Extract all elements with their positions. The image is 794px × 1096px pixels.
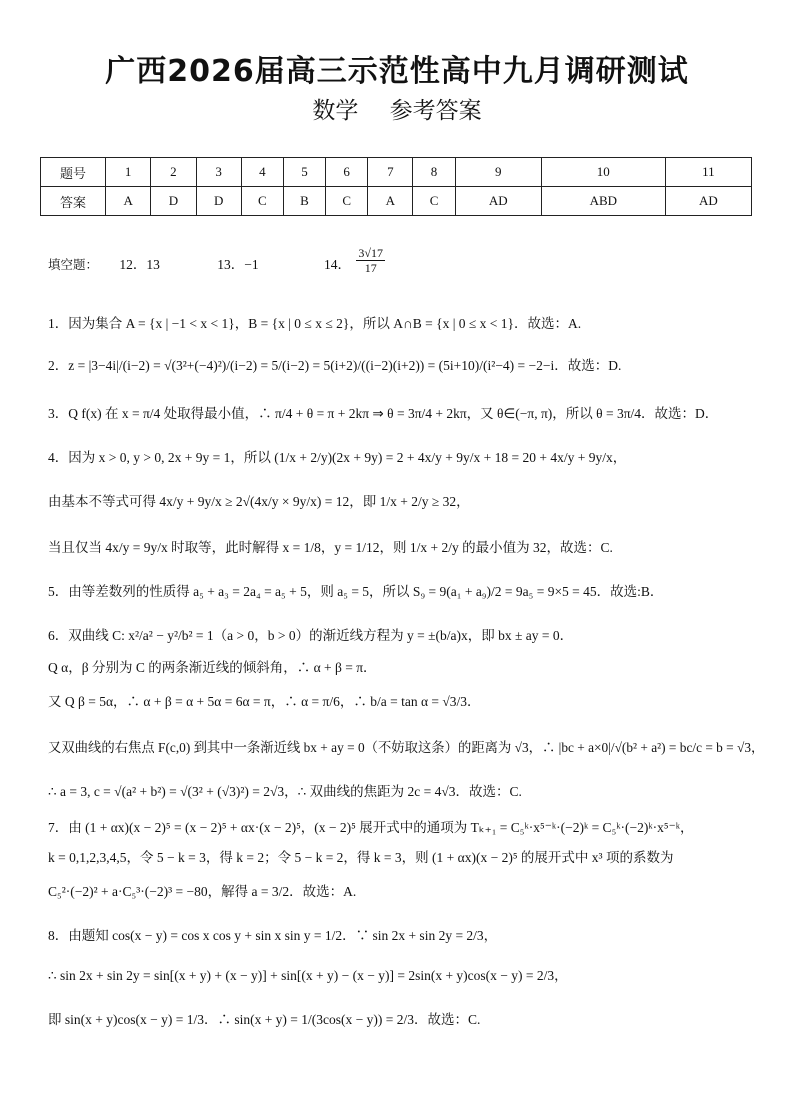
solution-line: Q α，β 分别为 C 的两条渐近线的倾斜角，∴ α + β = π．	[48, 660, 377, 675]
fill-in-label: 填空题：	[48, 257, 99, 272]
answer-cell: A	[368, 187, 413, 216]
answer-cell: D	[196, 187, 241, 216]
answer-cell: ABD	[541, 187, 665, 216]
document-title: 广西2026届高三示范性高中九月调研测试	[105, 54, 689, 89]
solution-line: ∴ a = 3, c = √(a² + b²) = √(3² + (√3)²) = 2√3，∴ 双曲线的焦距为 2c = 4√3．故选：C.	[48, 784, 522, 799]
fill-in-q14-denominator: 17	[364, 261, 377, 276]
question-number-cell: 1	[106, 158, 151, 187]
answer-cell: C	[241, 187, 283, 216]
solution-line: 当且仅当 4x/y = 9y/x 时取等，此时解得 x = 1/8，y = 1/12，则 1/x + 2/y 的最小值为 32，故选：C.	[48, 540, 613, 555]
solution-line: 8．由题知 cos(x − y) = cos x cos y + sin x sin y = 1/2．∵ sin 2x + sin 2y = 2/3，	[48, 928, 498, 943]
answer-cell: D	[151, 187, 196, 216]
answer-cell: AD	[665, 187, 751, 216]
solution-line: ∴ sin 2x + sin 2y = sin[(x + y) + (x − y)] + sin[(x + y) − (x − y)] = 2sin(x + y)cos(x − y) = 2/3，	[48, 968, 568, 983]
answer-cell: C	[413, 187, 455, 216]
fill-in-q12: 12．13	[119, 257, 160, 272]
solution-line: 又 Q β = 5α，∴ α + β = α + 5α = 6α = π，∴ α = π/6，∴ b/a = tan α = √3/3．	[48, 694, 481, 709]
solution-line: 5．由等差数列的性质得 a₅ + a₃ = 2a₄ = a₅ + 5，则 a₅ = 5，所以 S₉ = 9(a₁ + a₉)/2 = 9a₅ = 9×5 = 45．故选:B．	[48, 584, 664, 599]
solution-line: 7．由 (1 + αx)(x − 2)⁵ = (x − 2)⁵ + αx·(x − 2)⁵，(x − 2)⁵ 展开式中的通项为 Tₖ₊₁ = C₅ᵏ·x⁵⁻ᵏ·(−2)ᵏ = C₅ᵏ·(−2)ᵏ·x⁵⁻ᵏ，	[48, 820, 694, 835]
question-number-cell: 5	[283, 158, 325, 187]
question-number-header: 题号	[41, 158, 106, 187]
solution-line: 又双曲线的右焦点 F(c,0) 到其中一条渐近线 bx + ay = 0（不妨取这条）的距离为 √3，∴ |bc + a×0|/√(b² + a²) = bc/c = b = √3，	[48, 740, 765, 755]
solution-line: k = 0,1,2,3,4,5，令 5 − k = 3，得 k = 2；令 5 − k = 2，得 k = 3，则 (1 + αx)(x − 2)⁵ 的展开式中 x³ 项的系数为	[48, 850, 674, 865]
question-number-cell: 2	[151, 158, 196, 187]
question-number-cell: 9	[455, 158, 541, 187]
fill-in-q14-numerator: 3√17	[358, 246, 383, 261]
document-subtitle	[0, 92, 794, 125]
solution-line: 6．双曲线 C: x²/a² − y²/b² = 1（a > 0，b > 0）的渐近线方程为 y = ±(b/a)x，即 bx ± ay = 0．	[48, 628, 574, 643]
question-number-cell: 6	[326, 158, 368, 187]
answer-cell: C	[326, 187, 368, 216]
solution-line: 2．z = |3−4i|/(i−2) = √(3²+(−4)²)/(i−2) = 5/(i−2) = 5(i+2)/((i−2)(i+2)) = (5i+10)/(i²−4) = −2−i．故选：D.	[48, 358, 622, 373]
solution-line: 3．Q f(x) 在 x = π/4 处取得最小值，∴ π/4 + θ = π + 2kπ ⇒ θ = 3π/4 + 2kπ，又 θ∈(−π, π)，所以 θ = 3π/4．故选：D．	[48, 406, 719, 421]
question-number-cell: 7	[368, 158, 413, 187]
fill-in-q14-prefix: 14．	[324, 257, 352, 272]
answer-cell: B	[283, 187, 325, 216]
answer-cell: AD	[455, 187, 541, 216]
answer-table	[40, 157, 752, 216]
question-number-row	[41, 158, 752, 187]
fill-in-answers	[48, 246, 387, 276]
question-number-cell: 3	[196, 158, 241, 187]
answer-key-label: 参考答案	[389, 98, 482, 124]
subject-label: 数学	[312, 98, 359, 124]
solution-line: 即 sin(x + y)cos(x − y) = 1/3．∴ sin(x + y) = 1/(3cos(x − y)) = 2/3．故选：C.	[48, 1012, 481, 1027]
answer-row	[41, 187, 752, 216]
solution-line: 4．因为 x > 0, y > 0, 2x + 9y = 1，所以 (1/x + 2/y)(2x + 9y) = 2 + 4x/y + 9y/x + 18 = 20 + 4x/y + 9y/x，	[48, 450, 627, 465]
fill-in-q13: 13．−1	[217, 257, 259, 272]
answer-cell: A	[106, 187, 151, 216]
fill-in-q14-fraction	[356, 246, 385, 275]
question-number-cell: 4	[241, 158, 283, 187]
question-number-cell: 10	[541, 158, 665, 187]
solution-line: C₅²·(−2)² + a·C₅³·(−2)³ = −80，解得 a = 3/2．故选：A.	[48, 884, 357, 899]
question-number-cell: 8	[413, 158, 455, 187]
solution-line: 1．因为集合 A = {x | −1 < x < 1}，B = {x | 0 ≤ x ≤ 2}，所以 A∩B = {x | 0 ≤ x < 1}．故选：A.	[48, 316, 582, 331]
question-number-cell: 11	[665, 158, 751, 187]
solution-line: 由基本不等式可得 4x/y + 9y/x ≥ 2√(4x/y × 9y/x) = 12，即 1/x + 2/y ≥ 32，	[48, 494, 470, 509]
answer-header: 答案	[41, 187, 106, 216]
